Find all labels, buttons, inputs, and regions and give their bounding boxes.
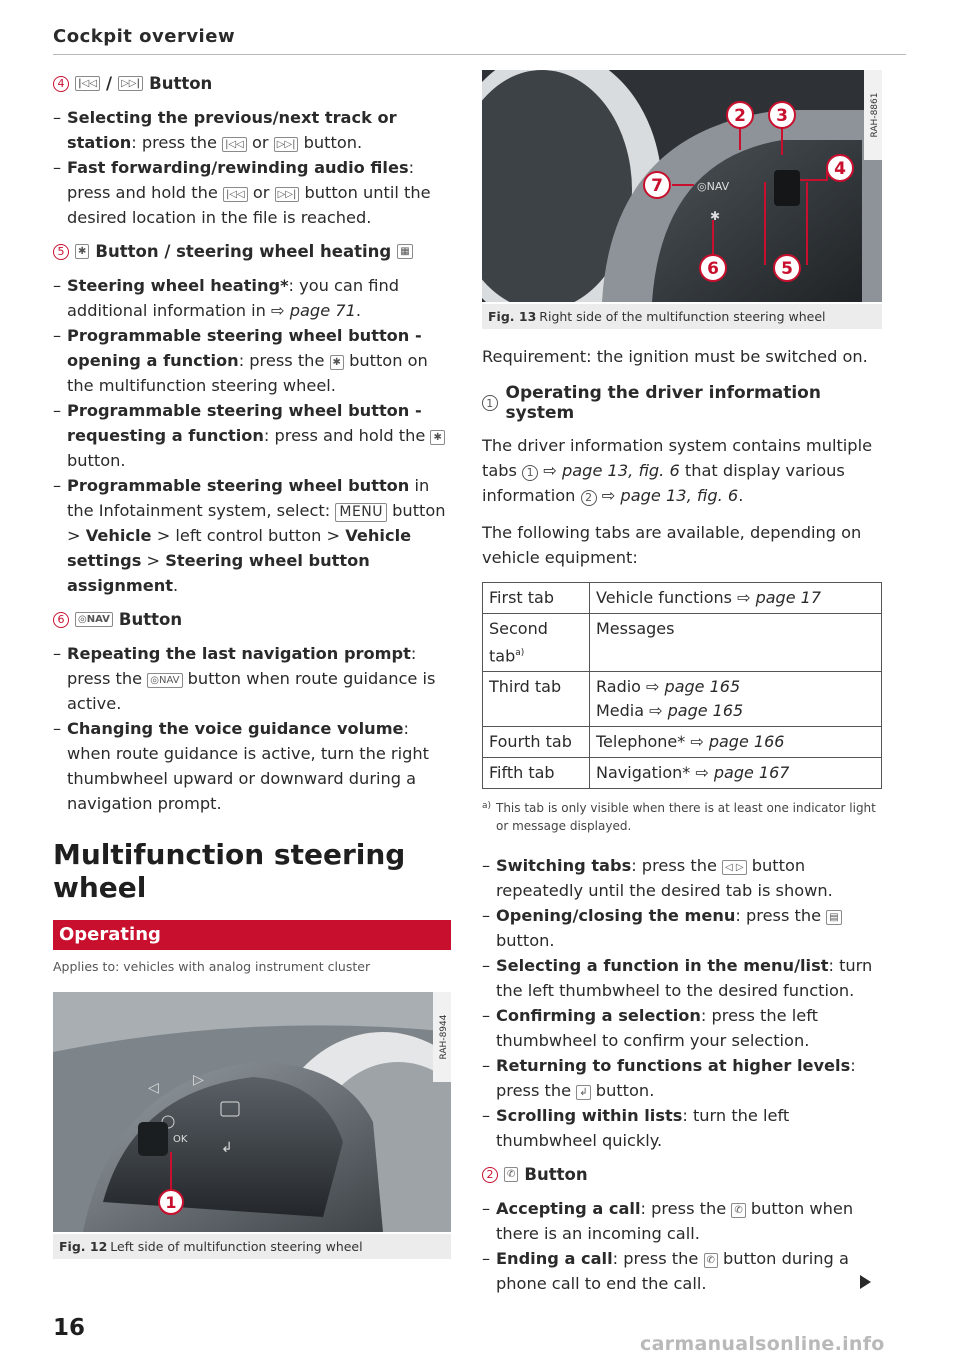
svg-text:◁: ◁ [148, 1080, 159, 1096]
list-item: – Programmable steering wheel button in the Infotainment system, select: MENU button > Vehicle > left control button > Vehicle settings > Steering wheel button assignment. [53, 473, 451, 598]
section-1-label: Operating the driver information system [505, 383, 821, 423]
list-item: – Steering wheel heating*: you can find additional information in ⇨ page 71. [53, 273, 451, 323]
list-item: – Scrolling within lists: turn the left thumbwheel quickly. [482, 1103, 882, 1153]
section-5-label: Button / steering wheel heating [95, 242, 392, 261]
callout-7: 7 [651, 176, 663, 196]
list-item: – Returning to functions at higher levels: press the ↲ button. [482, 1053, 882, 1103]
footnote: a) This tab is only visible when there is at least one indicator light or message displayed. [482, 801, 876, 834]
callout-1: 1 [165, 1193, 177, 1212]
list-item: – Changing the voice guidance volume: when route guidance is active, turn the right thumbwheel upward or downward during a navigation prompt. [53, 716, 451, 816]
figure-code: RAH-8944 [439, 1014, 449, 1060]
right-column [482, 70, 882, 1308]
section-title: Cockpit overview [53, 26, 236, 47]
section-4-list [53, 105, 451, 230]
section-4-heading [53, 74, 451, 93]
list-item: – Switching tabs: press the ◁ ▷ button repeatedly until the desired tab is shown. [482, 853, 882, 903]
nav-label: ◎NAV [697, 180, 730, 193]
callout-3: 3 [776, 106, 788, 126]
section-4-label: Button [149, 74, 213, 93]
ok-label: OK [173, 1134, 188, 1145]
page-header [53, 26, 906, 55]
section-2-label: Button [524, 1165, 588, 1185]
callout-1: 1 [482, 395, 498, 411]
next-track-key: ▷▷| [118, 76, 143, 91]
page-reference-link[interactable]: ⇨ page 167 [695, 763, 790, 783]
callout-6: 6 [707, 259, 719, 279]
list-item: – Selecting the previous/next track or station: press the |◁◁ or ▷▷| button. [53, 105, 451, 155]
figure-12-caption: Fig. 12 Left side of multifunction steering wheel [53, 1234, 451, 1259]
page-reference-link[interactable]: ⇨ page 71 [271, 301, 356, 320]
right-steering-wheel-illustration [482, 70, 882, 302]
callout-5: 5 [781, 259, 793, 279]
figure-code: RAH-8861 [870, 92, 880, 138]
list-item: – Selecting a function in the menu/list: turn the left thumbwheel to the desired function. [482, 953, 882, 1003]
prev-track-key: |◁◁ [75, 76, 100, 91]
section-1-heading [482, 383, 882, 423]
callout-4: 4 [53, 76, 69, 92]
list-item: – Opening/closing the menu: press the ▤ button. [482, 903, 882, 953]
nav-key: ◎NAV [75, 612, 113, 627]
figure-13 [482, 70, 882, 302]
tabs-intro: The following tabs are available, depending on vehicle equipment: [482, 523, 862, 567]
section-6-label: Button [118, 610, 183, 629]
section-5-heading [53, 242, 451, 261]
applies-to-note: Applies to: vehicles with analog instrument cluster [53, 959, 371, 974]
figure-12 [53, 992, 451, 1232]
watermark: carmanualsonline.info [640, 1333, 885, 1355]
left-steering-wheel-illustration [53, 992, 451, 1232]
list-item: – Programmable steering wheel button - requesting a function: press and hold the ✱ button. [53, 398, 451, 473]
callout-4: 4 [834, 159, 846, 179]
continued-arrow-icon [860, 1275, 871, 1289]
intro-paragraph: The driver information system contains multiple tabs 1 ⇨ page 13, fig. 6 that display various information 2 ⇨ page 13, fig. 6. [482, 436, 873, 505]
section-6-list [53, 641, 451, 816]
svg-text:✱: ✱ [710, 209, 721, 223]
figure-13-caption: Fig. 13 Right side of the multifunction steering wheel [482, 304, 882, 329]
section-5-list [53, 273, 451, 598]
table-row: Fourth tab Telephone* ⇨ page 166 [483, 727, 882, 758]
page-reference-link[interactable]: ⇨ page 165 [646, 677, 741, 697]
phone-key-icon: ✆ [504, 1167, 518, 1182]
list-item: – Fast forwarding/rewinding audio files: press and hold the |◁◁ or ▷▷| button until the desired location in the file is reached. [53, 155, 451, 230]
page-reference-link[interactable]: ⇨ page 17 [737, 588, 821, 607]
table-row: Third tab Radio ⇨ page 165 Media ⇨ page 165 [483, 672, 882, 727]
left-column [53, 70, 451, 1259]
page-reference-link[interactable]: ⇨ page 166 [690, 732, 785, 752]
section-6-heading [53, 610, 451, 629]
table-row: Fifth tab Navigation* ⇨ page 167 [483, 758, 882, 789]
separator: / [106, 74, 113, 93]
svg-text:↲: ↲ [221, 1140, 233, 1156]
subsection-banner: Operating [53, 920, 451, 950]
page-reference-link[interactable]: ⇨ page 165 [649, 701, 744, 721]
asterisk-key: ✱ [75, 244, 89, 259]
callout-2: 2 [734, 106, 746, 126]
callout-2: 2 [581, 490, 597, 506]
tabs-table [482, 582, 882, 789]
svg-text:▷: ▷ [193, 1072, 204, 1088]
requirement-text: Requirement: the ignition must be switched on. [482, 347, 868, 366]
list-item: – Ending a call: press the ✆ button during a phone call to end the call. [482, 1246, 882, 1296]
list-item: – Repeating the last navigation prompt: press the ◎NAV button when route guidance is active. [53, 641, 451, 716]
callout-2: 2 [482, 1167, 498, 1183]
callout-1: 1 [522, 465, 538, 481]
section-2-heading [482, 1165, 882, 1184]
list-item: – Programmable steering wheel button - opening a function: press the ✱ button on the multifunction steering wheel. [53, 323, 451, 398]
page-number: 16 [53, 1315, 86, 1341]
table-row: First tab Vehicle functions ⇨ page 17 [483, 583, 882, 614]
controls-list [482, 853, 882, 1153]
callout-5: 5 [53, 244, 69, 260]
heating-key-icon: ▦ [397, 244, 412, 259]
section-2-list [482, 1196, 882, 1296]
table-row: Second tab$^{a)}$ Messages [483, 614, 882, 672]
list-item: – Accepting a call: press the ✆ button when there is an incoming call. [482, 1196, 882, 1246]
page-reference-link[interactable]: ⇨ page 13, fig. 6 [538, 461, 680, 480]
page-reference-link[interactable]: ⇨ page 13, fig. 6 [596, 486, 739, 505]
callout-6: 6 [53, 612, 69, 628]
chapter-title: Multifunction steering wheel [53, 838, 406, 904]
list-item: – Confirming a selection: press the left thumbwheel to confirm your selection. [482, 1003, 882, 1053]
